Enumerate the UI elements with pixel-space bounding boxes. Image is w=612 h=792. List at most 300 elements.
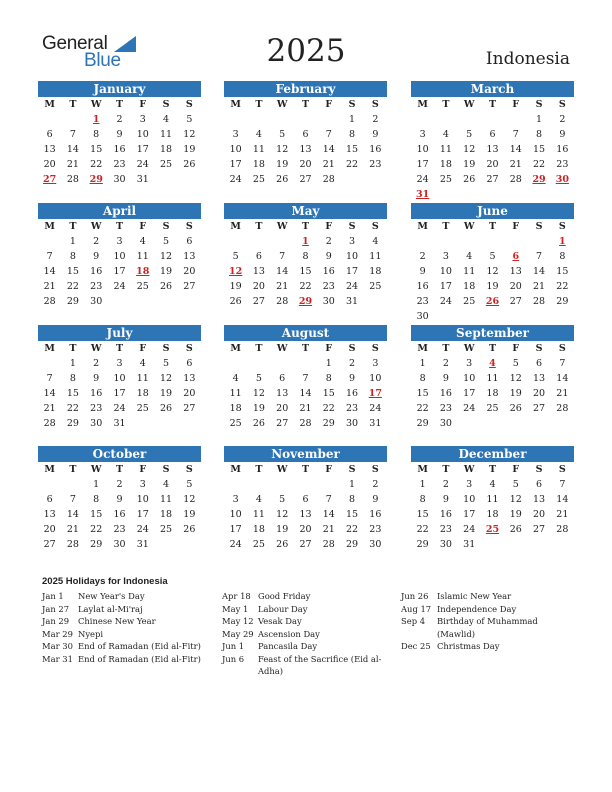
- day-cell: 10: [346, 251, 359, 262]
- month-days-grid: [38, 97, 201, 187]
- month-header: July: [38, 325, 201, 341]
- day-cell: 23: [113, 524, 126, 535]
- day-cell: 13: [43, 509, 56, 520]
- day-cell: 7: [512, 129, 519, 140]
- day-cell: 25: [229, 418, 242, 429]
- day-cell: 14: [322, 509, 335, 520]
- day-cell: 25: [136, 281, 149, 292]
- empty-day: [317, 477, 340, 492]
- day-cell: 27: [276, 418, 289, 429]
- holiday-date: Mar 29: [42, 628, 73, 639]
- day-cell: 1: [69, 236, 76, 247]
- day-cell: 24: [113, 281, 126, 292]
- weekday-label: W: [90, 99, 102, 110]
- holiday-date: Mar 31: [42, 653, 73, 664]
- day-cell: 8: [419, 373, 426, 384]
- day-cell: 4: [232, 373, 239, 384]
- day-cell: 17: [136, 144, 149, 155]
- day-cell: 13: [299, 509, 312, 520]
- day-cell: 31: [136, 539, 149, 550]
- holiday-row: [222, 590, 392, 603]
- day-cell: 4: [466, 251, 473, 262]
- weekday-label: F: [139, 221, 147, 232]
- day-cell: 18: [160, 509, 173, 520]
- day-cell: 30: [416, 311, 429, 322]
- holiday-date: May 12: [222, 616, 254, 626]
- day-cell: 3: [466, 358, 473, 369]
- day-cell: 27: [533, 403, 546, 414]
- month-days-grid: [411, 462, 574, 552]
- day-cell: 3: [372, 358, 379, 369]
- month-header: September: [411, 325, 574, 341]
- weekday-label: S: [371, 99, 379, 110]
- country-label: Indonesia: [485, 49, 570, 69]
- empty-day: [434, 112, 457, 127]
- day-cell: 2: [349, 358, 356, 369]
- day-cell: 10: [463, 373, 476, 384]
- weekday-label: T: [488, 221, 497, 232]
- day-cell: 16: [113, 509, 126, 520]
- day-cell: 17: [416, 159, 429, 170]
- day-cell: 23: [322, 281, 335, 292]
- day-cell: 4: [139, 358, 146, 369]
- weekday-label: W: [90, 464, 102, 475]
- weekday-label: M: [44, 221, 55, 232]
- day-cell: 19: [160, 388, 173, 399]
- day-cell: 30: [113, 174, 126, 185]
- day-cell: 14: [299, 388, 312, 399]
- holiday-row: [222, 653, 392, 678]
- day-cell: 10: [136, 129, 149, 140]
- weekday-label: T: [301, 99, 310, 110]
- empty-day: [411, 234, 434, 249]
- day-cell: 19: [486, 281, 499, 292]
- day-cell: 1: [419, 479, 426, 490]
- day-cell: 9: [419, 266, 426, 277]
- day-cell: 6: [489, 129, 496, 140]
- day-cell: 5: [489, 251, 496, 262]
- day-cell: 18: [439, 159, 452, 170]
- day-cell: 14: [322, 144, 335, 155]
- day-cell: 4: [163, 479, 170, 490]
- weekday-label: T: [69, 99, 77, 110]
- weekday-label: F: [512, 464, 520, 475]
- day-cell: 28: [299, 418, 312, 429]
- day-cell: 2: [372, 114, 379, 125]
- day-cell: 27: [183, 403, 196, 414]
- empty-day: [38, 356, 61, 371]
- month-header: June: [411, 203, 574, 219]
- day-cell: 22: [299, 281, 312, 292]
- day-cell: 25: [160, 159, 173, 170]
- month-november: [224, 446, 387, 552]
- day-cell: 17: [439, 281, 452, 292]
- day-cell: 24: [416, 174, 429, 185]
- holiday-column: [222, 590, 392, 678]
- day-cell: 21: [322, 524, 335, 535]
- day-cell: 2: [116, 114, 123, 125]
- holiday-day: 25: [485, 524, 500, 535]
- day-cell: 28: [66, 174, 79, 185]
- day-cell: 22: [346, 159, 359, 170]
- day-cell: 4: [372, 236, 379, 247]
- weekday-label: W: [90, 221, 102, 232]
- day-cell: 2: [442, 358, 449, 369]
- empty-day: [224, 112, 247, 127]
- month-days-grid: [38, 341, 201, 431]
- holiday-row: [42, 628, 212, 641]
- holiday-date: Sep 4: [401, 616, 426, 626]
- day-cell: 28: [556, 524, 569, 535]
- month-october: [38, 446, 201, 552]
- day-cell: 21: [43, 403, 56, 414]
- holiday-name: Good Friday: [258, 591, 311, 601]
- day-cell: 19: [463, 159, 476, 170]
- holiday-day: 1: [559, 236, 566, 247]
- day-cell: 9: [442, 373, 449, 384]
- weekday-label: F: [512, 221, 520, 232]
- day-cell: 4: [255, 129, 262, 140]
- day-cell: 24: [369, 403, 382, 414]
- day-cell: 5: [466, 129, 473, 140]
- day-cell: 29: [416, 418, 429, 429]
- day-cell: 13: [299, 144, 312, 155]
- empty-day: [434, 234, 457, 249]
- weekday-label: M: [230, 464, 241, 475]
- day-cell: 6: [536, 358, 543, 369]
- day-cell: 7: [559, 479, 566, 490]
- day-cell: 8: [325, 373, 332, 384]
- empty-day: [411, 112, 434, 127]
- empty-day: [504, 234, 527, 249]
- day-cell: 8: [349, 494, 356, 505]
- holiday-day: 29: [89, 174, 103, 185]
- weekday-label: T: [442, 343, 450, 354]
- month-header: August: [224, 325, 387, 341]
- day-cell: 6: [186, 358, 193, 369]
- day-cell: 17: [136, 509, 149, 520]
- day-cell: 26: [463, 174, 476, 185]
- day-cell: 3: [116, 358, 123, 369]
- day-cell: 19: [229, 281, 242, 292]
- day-cell: 13: [533, 494, 546, 505]
- day-cell: 29: [322, 418, 335, 429]
- day-cell: 16: [346, 388, 359, 399]
- empty-day: [481, 234, 504, 249]
- day-cell: 24: [136, 159, 149, 170]
- day-cell: 2: [116, 479, 123, 490]
- day-cell: 7: [325, 129, 332, 140]
- weekday-label: S: [185, 221, 193, 232]
- day-cell: 10: [113, 373, 126, 384]
- day-cell: 26: [276, 174, 289, 185]
- holiday-row: [222, 628, 392, 641]
- weekday-label: T: [301, 343, 310, 354]
- month-december: [411, 446, 574, 552]
- day-cell: 6: [302, 129, 309, 140]
- weekday-label: T: [115, 343, 124, 354]
- month-days-grid: [224, 219, 387, 309]
- day-cell: 11: [252, 144, 265, 155]
- holiday-name: Independence Day: [437, 603, 517, 614]
- empty-day: [294, 477, 317, 492]
- holiday-row: [401, 603, 571, 616]
- weekday-label: S: [185, 464, 193, 475]
- day-cell: 8: [419, 494, 426, 505]
- day-cell: 11: [439, 144, 452, 155]
- month-days-grid: [38, 462, 201, 552]
- day-cell: 7: [325, 494, 332, 505]
- day-cell: 3: [349, 236, 356, 247]
- day-cell: 7: [559, 358, 566, 369]
- day-cell: 30: [346, 418, 359, 429]
- day-cell: 10: [229, 509, 242, 520]
- day-cell: 9: [559, 129, 566, 140]
- day-cell: 26: [252, 418, 265, 429]
- day-cell: 28: [556, 403, 569, 414]
- day-cell: 14: [43, 388, 56, 399]
- holidays-title: 2025 Holidays for Indonesia: [42, 576, 168, 587]
- holiday-column: [42, 590, 212, 665]
- day-cell: 2: [325, 236, 332, 247]
- holiday-name: New Year's Day: [78, 591, 145, 601]
- day-cell: 8: [93, 494, 100, 505]
- day-cell: 22: [533, 159, 546, 170]
- weekday-label: T: [69, 221, 77, 232]
- day-cell: 1: [93, 479, 100, 490]
- day-cell: 29: [416, 539, 429, 550]
- holiday-name: Labour Day: [258, 603, 308, 614]
- weekday-label: M: [44, 343, 55, 354]
- day-cell: 11: [369, 251, 382, 262]
- holiday-day: 1: [302, 236, 309, 247]
- day-cell: 20: [299, 159, 312, 170]
- month-may: [224, 203, 387, 309]
- day-cell: 18: [160, 144, 173, 155]
- weekday-label: F: [139, 343, 147, 354]
- weekday-label: F: [325, 221, 333, 232]
- day-cell: 13: [509, 266, 522, 277]
- day-cell: 4: [255, 494, 262, 505]
- day-cell: 24: [346, 281, 359, 292]
- day-cell: 7: [46, 373, 53, 384]
- holiday-column: [401, 590, 571, 653]
- day-cell: 19: [183, 144, 196, 155]
- weekday-label: M: [417, 221, 428, 232]
- day-cell: 13: [533, 373, 546, 384]
- day-cell: 11: [486, 494, 499, 505]
- page-title-year: 2025: [266, 33, 346, 69]
- day-cell: 28: [509, 174, 522, 185]
- empty-day: [294, 112, 317, 127]
- day-cell: 19: [509, 388, 522, 399]
- day-cell: 7: [536, 251, 543, 262]
- day-cell: 15: [533, 144, 546, 155]
- day-cell: 19: [252, 403, 265, 414]
- holiday-date: Jun 6: [222, 653, 245, 664]
- day-cell: 21: [509, 159, 522, 170]
- month-header: November: [224, 446, 387, 462]
- weekday-label: F: [325, 464, 333, 475]
- holiday-name: Pancasila Day: [258, 641, 318, 651]
- day-cell: 27: [252, 296, 265, 307]
- empty-day: [294, 356, 317, 371]
- day-cell: 18: [486, 509, 499, 520]
- day-cell: 10: [463, 494, 476, 505]
- month-days-grid: [411, 341, 574, 431]
- day-cell: 13: [43, 144, 56, 155]
- day-cell: 8: [302, 251, 309, 262]
- day-cell: 26: [160, 281, 173, 292]
- day-cell: 8: [559, 251, 566, 262]
- holiday-name: End of Ramadan (Eid al-Fitr): [78, 641, 201, 651]
- day-cell: 18: [136, 388, 149, 399]
- day-cell: 22: [416, 403, 429, 414]
- day-cell: 7: [302, 373, 309, 384]
- day-cell: 20: [509, 281, 522, 292]
- day-cell: 14: [533, 266, 546, 277]
- weekday-label: T: [301, 221, 310, 232]
- weekday-label: W: [463, 464, 475, 475]
- day-cell: 31: [113, 418, 126, 429]
- day-cell: 9: [442, 494, 449, 505]
- day-cell: 28: [66, 539, 79, 550]
- month-days-grid: [224, 462, 387, 552]
- day-cell: 27: [509, 296, 522, 307]
- month-days-grid: [38, 219, 201, 309]
- day-cell: 13: [183, 251, 196, 262]
- day-cell: 25: [252, 174, 265, 185]
- day-cell: 6: [279, 373, 286, 384]
- day-cell: 18: [252, 159, 265, 170]
- day-cell: 13: [183, 373, 196, 384]
- holiday-name: Ascension Day: [258, 628, 320, 639]
- day-cell: 15: [416, 509, 429, 520]
- day-cell: 13: [276, 388, 289, 399]
- holiday-row: [222, 615, 392, 628]
- weekday-label: F: [512, 99, 520, 110]
- empty-day: [38, 477, 61, 492]
- month-august: [224, 325, 387, 431]
- empty-day: [527, 234, 550, 249]
- empty-day: [61, 112, 84, 127]
- weekday-label: F: [139, 99, 147, 110]
- weekday-label: S: [348, 221, 356, 232]
- weekday-label: F: [325, 343, 333, 354]
- day-cell: 28: [276, 296, 289, 307]
- day-cell: 22: [66, 281, 79, 292]
- day-cell: 12: [509, 373, 522, 384]
- day-cell: 18: [486, 388, 499, 399]
- day-cell: 31: [346, 296, 359, 307]
- holiday-date: Aug 17: [401, 603, 432, 614]
- empty-day: [271, 234, 294, 249]
- day-cell: 16: [113, 144, 126, 155]
- day-cell: 10: [369, 373, 382, 384]
- month-days-grid: [224, 97, 387, 187]
- weekday-label: M: [230, 221, 241, 232]
- day-cell: 27: [299, 174, 312, 185]
- day-cell: 9: [349, 373, 356, 384]
- holiday-row: [401, 590, 571, 603]
- day-cell: 27: [486, 174, 499, 185]
- day-cell: 7: [69, 494, 76, 505]
- weekday-label: S: [162, 343, 170, 354]
- day-cell: 22: [346, 524, 359, 535]
- day-cell: 22: [66, 403, 79, 414]
- day-cell: 15: [556, 266, 569, 277]
- day-cell: 27: [183, 281, 196, 292]
- weekday-label: S: [185, 343, 193, 354]
- day-cell: 5: [279, 494, 286, 505]
- month-june: [411, 203, 574, 324]
- day-cell: 15: [322, 388, 335, 399]
- holiday-date: Jan 27: [42, 603, 70, 614]
- day-cell: 24: [463, 403, 476, 414]
- day-cell: 12: [183, 494, 196, 505]
- day-cell: 11: [136, 373, 149, 384]
- day-cell: 31: [369, 418, 382, 429]
- day-cell: 20: [486, 159, 499, 170]
- day-cell: 5: [255, 373, 262, 384]
- day-cell: 28: [533, 296, 546, 307]
- logo-general-text: General: [42, 33, 108, 54]
- month-header: December: [411, 446, 574, 462]
- day-cell: 19: [183, 509, 196, 520]
- day-cell: 17: [229, 159, 242, 170]
- month-april: [38, 203, 201, 309]
- weekday-label: S: [371, 343, 379, 354]
- weekday-label: M: [230, 99, 241, 110]
- holiday-name: Birthday of Muhammad (Mawlid): [437, 616, 538, 639]
- weekday-label: W: [276, 464, 288, 475]
- day-cell: 21: [276, 281, 289, 292]
- day-cell: 2: [442, 479, 449, 490]
- day-cell: 10: [136, 494, 149, 505]
- holiday-name: Vesak Day: [258, 616, 302, 626]
- day-cell: 2: [93, 236, 100, 247]
- holiday-day: 27: [43, 174, 57, 185]
- holiday-row: [42, 603, 212, 616]
- day-cell: 29: [66, 296, 79, 307]
- day-cell: 9: [372, 129, 379, 140]
- weekday-label: S: [371, 464, 379, 475]
- day-cell: 3: [466, 479, 473, 490]
- day-cell: 17: [463, 388, 476, 399]
- day-cell: 21: [556, 388, 569, 399]
- weekday-label: W: [463, 99, 475, 110]
- day-cell: 26: [183, 159, 196, 170]
- weekday-label: T: [442, 99, 450, 110]
- day-cell: 5: [512, 479, 519, 490]
- day-cell: 20: [183, 388, 196, 399]
- day-cell: 11: [229, 388, 242, 399]
- month-header: February: [224, 81, 387, 97]
- day-cell: 16: [369, 144, 382, 155]
- weekday-label: T: [115, 464, 124, 475]
- empty-day: [224, 356, 247, 371]
- weekday-label: S: [535, 99, 543, 110]
- empty-day: [271, 477, 294, 492]
- day-cell: 13: [486, 144, 499, 155]
- day-cell: 23: [90, 403, 103, 414]
- weekday-label: F: [325, 99, 333, 110]
- weekday-label: S: [162, 99, 170, 110]
- weekday-label: W: [463, 221, 475, 232]
- day-cell: 4: [163, 114, 170, 125]
- day-cell: 20: [533, 388, 546, 399]
- holiday-name: End of Ramadan (Eid al-Fitr): [78, 653, 201, 664]
